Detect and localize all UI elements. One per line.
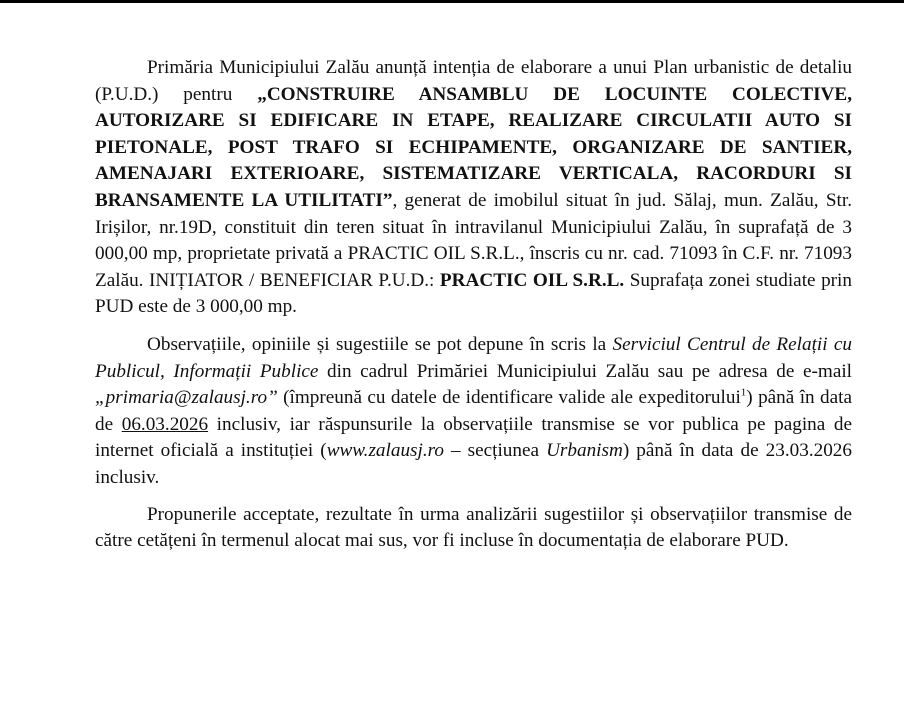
deadline-date: 06.03.2026 <box>121 413 209 435</box>
beneficiary-name: PRACTIC OIL S.R.L. <box>439 269 625 291</box>
office-name: Serviciul Centrul de Relații cu Publicul, Informații Publice <box>95 333 852 382</box>
text-segment: (împreună cu datele de identificare valide ale expeditorului <box>277 387 741 409</box>
website-link[interactable]: www.zalausj.ro – <box>326 440 461 462</box>
text-segment: , generat de imobilul situat în jud. Sălaj, mun. Zalău, Str. Irișilor, nr.19D, constituit din teren situat în intravilanul Municipiului Zalău, în suprafață de 3 000,00 mp, proprietate privată a PRACTIC OIL S.R.L., înscris cu nr. cad. 71093 în C.F. nr. 71093 Zalău. INIȚIATOR / BENEFICIAR P.U.D.: <box>95 189 852 291</box>
document-page <box>95 55 852 565</box>
paragraph-proposals <box>95 502 852 555</box>
text-segment: ) până în data de 23.03.2026 inclusiv. <box>95 440 852 488</box>
text-segment: din cadrul Primăriei Municipiului Zalău sau pe adresa de e-mail <box>318 360 852 382</box>
text-segment: inclusiv, iar răspunsurile la observațiile transmise se vor publica pe pagina de internet oficială a instituției ( <box>95 413 852 462</box>
section-name: Urbanism <box>546 440 623 462</box>
paragraph-observations <box>95 332 852 492</box>
text-segment: Observațiile, opiniile și sugestiile se pot depune în scris la <box>147 333 613 355</box>
footnote-reference: 1 <box>740 386 747 399</box>
email-address[interactable]: „primaria@zalausj.ro” <box>95 387 278 409</box>
paragraph-announcement <box>95 55 852 321</box>
text-segment: Suprafața zonei studiate prin PUD este de 3 000,00 mp. <box>95 269 852 318</box>
text-segment: Propunerile acceptate, rezultate în urma analizării sugestiilor și observațiilor transmise de către cetățeni în termenul alocat mai sus, vor fi incluse în documentația de elaborare PUD. <box>95 503 852 552</box>
text-segment: ) până în data de <box>95 387 852 435</box>
top-border <box>0 0 904 3</box>
text-segment: Primăria Municipiului Zalău anunță intenția de elaborare a unui Plan urbanistic de detaliu (P.U.D.) pentru <box>95 57 852 105</box>
text-segment: secțiunea <box>460 440 547 462</box>
project-title: „CONSTRUIRE ANSAMBLU DE LOCUINTE COLECTIVE, AUTORIZARE SI EDIFICARE IN ETAPE, REALIZARE CIRCULATII AUTO SI PIETONALE, POST TRAFO SI ECHIPAMENTE, ORGANIZARE DE SANTIER, AMENAJARI EXTERIOARE, SISTEMATIZARE VERTICALA, RACORDURI SI BRANSAMENTE LA UTILITATI” <box>95 83 852 211</box>
